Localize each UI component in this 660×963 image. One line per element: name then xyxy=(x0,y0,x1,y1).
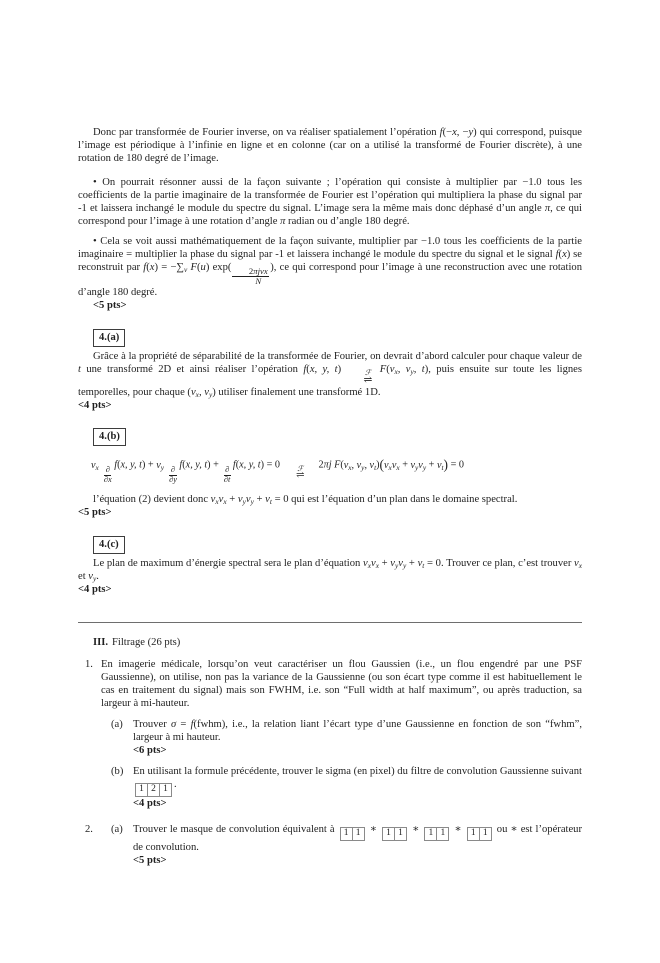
list-item-2-content xyxy=(101,823,582,867)
list-item-1a-body: Trouver σ = f(fwhm), i.e., la relation liant l’écart type d’une Gaussienne en fonction de son “fwhm”, largeur à mi hauteur. xyxy=(133,719,582,744)
list-item-2a xyxy=(111,823,582,867)
list-item-1a xyxy=(111,718,582,757)
points-badge-2a: <5 pts> xyxy=(133,854,167,866)
section-3-title: Filtrage (26 pts) xyxy=(112,637,181,649)
list-item-2-number: 2. xyxy=(85,823,93,835)
points-badge-1b: <4 pts> xyxy=(133,797,167,809)
points-badge-4c: <4 pts> xyxy=(78,584,112,596)
list-item-1b-label: (b) xyxy=(111,766,124,778)
list-item-1a-content xyxy=(133,718,582,757)
section-4b-body: l’équation (2) devient donc $v_x\nu_x + v_y\nu_y + \nu_t = 0$ qui est l’équation d’un plan dans le domaine spectral. xyxy=(93,494,518,507)
list-item-1b-body: En utilisant la formule précédente, trouver le sigma (en pixel) du filtre de convolution Gaussienne suivant 1 2 1 . xyxy=(133,765,582,796)
list-item-1-content xyxy=(101,658,582,809)
section-4c-body: Le plan de maximum d’énergie spectral sera le plan d’équation $v_x\nu_x + v_y\nu_y + \nu_t = 0$. Trouver ce plan, c’est trouver $v_x$ et $v_y$. xyxy=(78,558,583,584)
section-4c-box xyxy=(78,536,582,554)
points-badge-bullets: <5 pts> xyxy=(93,300,127,312)
section-3-number: III. xyxy=(93,637,109,649)
paragraph-fourier-inverse: Donc par transformée de Fourier inverse, on va réaliser spatialement l’opération f(−x, −y) qui correspond, puisque l’image est périodique à l’infinie en ligne et en colonne (car on a utilisé la transformé de Fourier discrète), à une rotation de 180 degré de l’image. xyxy=(78,127,582,164)
list-item-1-number: 1. xyxy=(85,659,93,671)
section-4a-label: 4.(a) xyxy=(93,329,125,347)
points-badge-1a: <6 pts> xyxy=(133,745,167,757)
points-badge-4b: <5 pts> xyxy=(78,507,112,519)
section-divider xyxy=(78,622,582,623)
bullet-phase-reasoning: • On pourrait résonner aussi de la façon suivante ; l’opération qui consiste à multiplier par −1.0 tous les coefficients de la partie imaginaire de la transformée de Fourier est l’opération qui multipliera la phase du signal par -1 et laissera inchangé le module du spectre du signal. L’image sera la même mais donc déphasé d’un angle π, ce qui correspond pour l’image à une rotation d’angle π radian ou d’angle 180 degré. xyxy=(78,177,582,227)
list-item-2a-label: (a) xyxy=(111,823,123,835)
section-4b-label: 4.(b) xyxy=(93,428,126,446)
list-item-1-body: En imagerie médicale, lorsqu’on veut caractériser un flou Gaussien (i.e., un flou engendré par une PSF Gaussienne), on utilise, non pas la variance de la Gaussienne (ou son écart type comme il est habituellement le cas en traitement du signal) mais son FWHM, i.e. son “Full width at half maximum”, ou après traduction, sa largeur à mi-hauteur. xyxy=(101,659,582,710)
bullet-math-reasoning: • Cela se voit aussi mathématiquement de la façon suivante, multiplier par −1.0 tous les coefficients de la partie imaginaire = multiplier la phase du signal par -1 et laissera inchangé le module du spectre du signal et le signal f(x) se reconstruit par $f(x) = -\sum_\nu$ F(u) exp( $\frac{\text{2πjνx}}{N}$ ), ce qui correspond pour l’image à une reconstruction avec une rotation d’angle 180 degré. xyxy=(78,236,582,299)
list-item-1 xyxy=(85,658,582,809)
section-4b-box xyxy=(78,428,582,446)
list-item-2a-content xyxy=(133,823,582,867)
list-item-1a-label: (a) xyxy=(111,719,123,731)
page-content xyxy=(78,126,582,867)
section-3-heading xyxy=(93,636,582,649)
equation-spectral-plane: $v_x$ $\frac{\partial}{\partial x}$ f(x, y, $t) + v_y$ $\frac{\partial}{\partial y}$ f(x, y, t) + $\frac{\partial}{\partial t}$ f(x, y, t) = 0 ℱ ⇌ 2πj $F(\nu_x$, $\nu_y$, $\nu_t)(v_x\nu_x + v_y\nu_y + \nu_t) = 0$ xyxy=(91,457,464,484)
section-4a-box xyxy=(78,329,582,347)
list-item-2a-body: Trouver le masque de convolution équivalent à 1 1 ∗ 1 1 ∗ 1 1 ∗ 1 1 ou ∗ est l’opérateur de convolution. xyxy=(133,823,583,853)
list-item-1b xyxy=(111,765,582,809)
list-item-2 xyxy=(85,823,582,867)
section-4c-label: 4.(c) xyxy=(93,536,125,554)
points-badge-4a: <4 pts> xyxy=(78,400,112,412)
section-4a-body: Grâce à la propriété de séparabilité de la transformée de Fourier, on devrait d’abord calculer pour chaque valeur de t une transformé 2D et ainsi réaliser l’opération f(x, y, t) ℱ ⇌ $F(\nu_x$, $\nu_y$, t), puis ensuite sur toute les lignes temporelles, pour chaque ($\nu_x$, $\nu_y$) utiliser finalement une transformé 1D. xyxy=(78,351,582,400)
list-item-1b-content xyxy=(133,765,582,809)
